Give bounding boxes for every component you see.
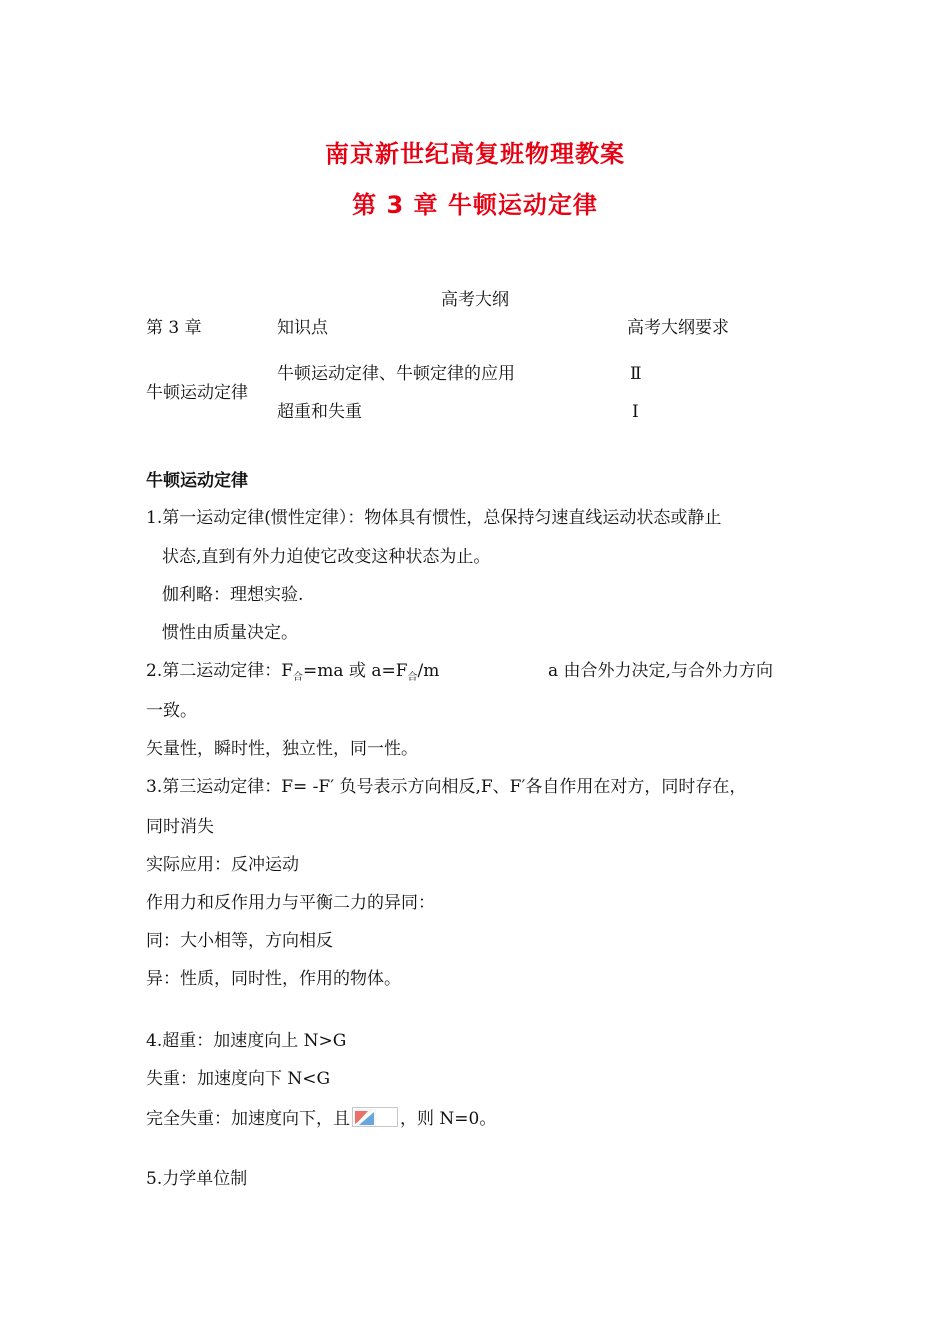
law1-line: 1.第一运动定律(惯性定律）：物体具有惯性，总保持匀速直线运动状态或静止 [146,508,722,528]
law1-line: 伽利略：理想实验. [162,585,304,605]
law3-diff: 异：性质，同时性，作用的物体。 [146,969,401,989]
law3-compare: 作用力和反作用力与平衡二力的异同： [146,893,435,913]
law3-line: 3.第三运动定律：F= -F′ 负号表示方向相反,F、F′各自作用在对方，同时存在， [146,777,747,797]
broken-image-icon [352,1107,398,1127]
law2-properties: 矢量性，瞬时性，独立性，同一性。 [146,739,418,759]
table-cell-topic: 超重和失重 [277,402,362,422]
table-header-topic: 知识点 [277,318,328,338]
law2-note: a 由合外力决定,与合外力方向 [548,661,773,681]
table-caption: 高考大纲 [441,290,509,310]
subscript: 合 [293,672,304,683]
law2-formula [146,660,439,685]
table-header-chapter: 第 3 章 [146,318,202,338]
law2-prefix: 2.第二运动定律：F [146,661,294,681]
law3-application: 实际应用：反冲运动 [146,855,299,875]
law2-formula-mid: =ma 或 a=F [303,661,408,681]
chapter-title: 第 3 章 牛顿运动定律 [352,191,598,219]
table-header-requirement: 高考大纲要求 [627,318,729,338]
law2-formula-end: /m [417,661,440,681]
law4-weightless [146,1104,496,1130]
subscript: 合 [407,672,418,683]
table-cell-level: Ⅱ [630,364,642,384]
table-cell-topic: 牛顿运动定律、牛顿定律的应用 [277,364,515,384]
document-title: 南京新世纪高复班物理教案 [325,140,625,168]
law4-underweight: 失重：加速度向下 N<G [146,1069,331,1089]
law5-title: 5.力学单位制 [146,1169,248,1189]
law4-weightless-prefix: 完全失重：加速度向下，且 [146,1109,350,1129]
table-row-label: 牛顿运动定律 [146,383,248,403]
law2-line: 一致。 [146,701,197,721]
law1-line: 惯性由质量决定。 [162,623,298,643]
section-heading: 牛顿运动定律 [146,471,248,491]
law1-line: 状态,直到有外力迫使它改变这种状态为止。 [162,547,491,567]
table-cell-level: Ⅰ [632,402,639,422]
law4-weightless-suffix: ，则 N=0。 [400,1109,497,1129]
law3-line: 同时消失 [146,817,214,837]
law3-same: 同：大小相等，方向相反 [146,931,333,951]
law4-overweight: 4.超重：加速度向上 N>G [146,1031,347,1051]
